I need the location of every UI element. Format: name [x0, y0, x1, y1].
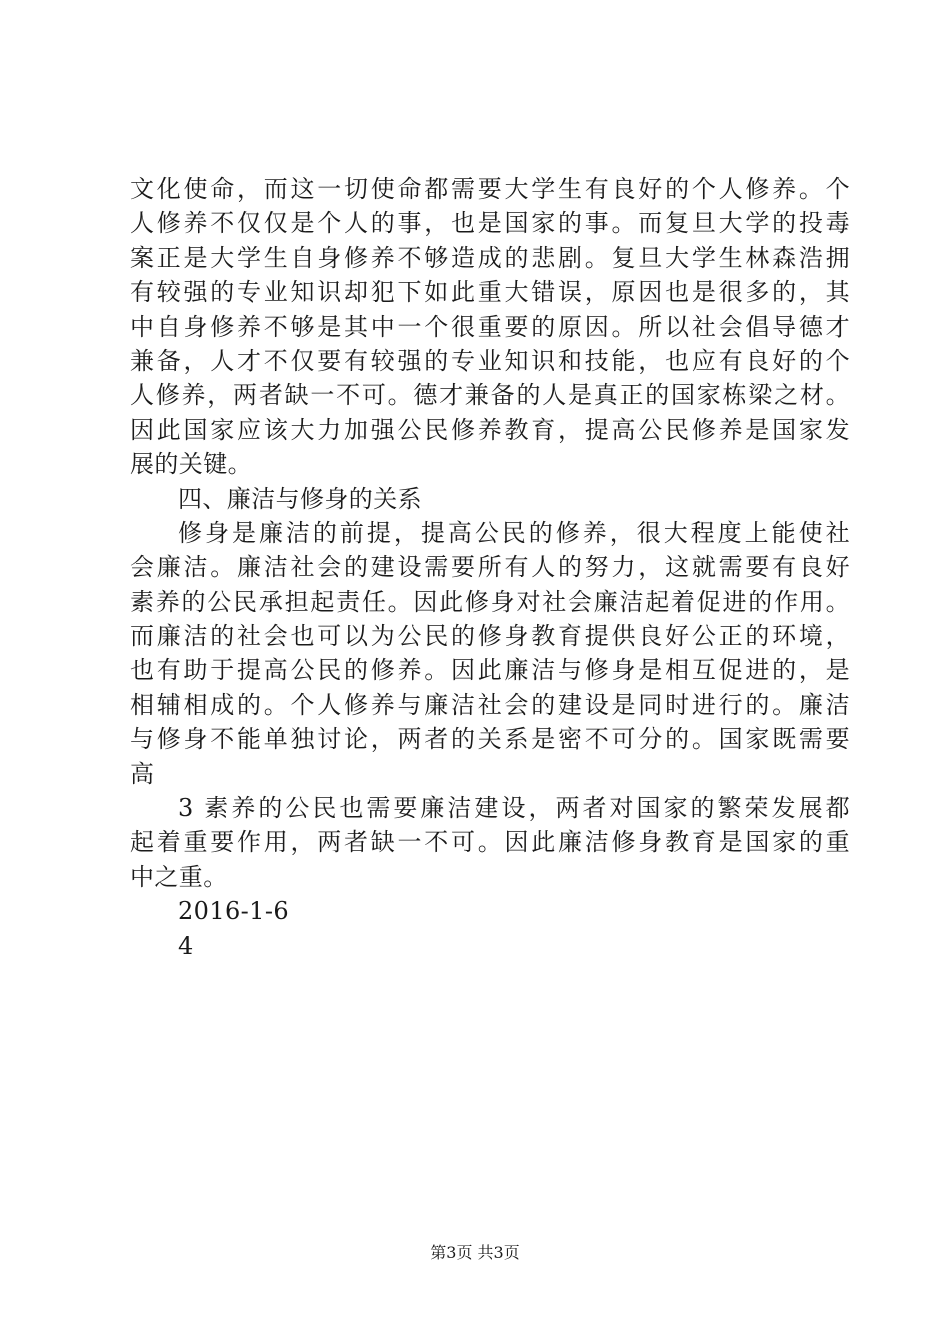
paragraph-line: 素养的公民承担起责任。因此修身对社会廉洁起着促进的作用。	[130, 587, 850, 616]
paragraph-line: 案正是大学生自身修养不够造成的悲剧。复旦大学生林森浩拥	[130, 243, 850, 272]
paragraph-line: 起着重要作用，两者缺一不可。因此廉洁修身教育是国家的重	[130, 828, 850, 857]
document-date: 2016-1-6	[178, 897, 290, 926]
paragraph-line: 3 素养的公民也需要廉洁建设，两者对国家的繁荣发展都	[178, 794, 850, 823]
paragraph-line: 有较强的专业知识却犯下如此重大错误，原因也是很多的，其	[130, 278, 850, 307]
paragraph-line: 修身是廉洁的前提，提高公民的修养，很大程度上能使社	[178, 518, 850, 547]
paragraph-line: 与修身不能单独讨论，两者的关系是密不可分的。国家既需要	[130, 725, 850, 754]
paragraph-line: 因此国家应该大力加强公民修养教育，提高公民修养是国家发	[130, 415, 850, 444]
paragraph-line: 人修养不仅仅是个人的事，也是国家的事。而复旦大学的投毒	[130, 209, 850, 238]
paragraph-line: 会廉洁。廉洁社会的建设需要所有人的努力，这就需要有良好	[130, 553, 850, 582]
paragraph-line: 高	[130, 759, 155, 788]
paragraph-line: 展的关键。	[130, 450, 252, 479]
paragraph-line: 中自身修养不够是其中一个很重要的原因。所以社会倡导德才	[130, 312, 850, 341]
document-body	[130, 172, 850, 963]
trailing-number: 4	[178, 931, 194, 960]
paragraph-line: 相辅相成的。个人修养与廉洁社会的建设是同时进行的。廉洁	[130, 690, 850, 719]
page-footer: 第3页 共3页	[430, 1243, 520, 1262]
paragraph-line: 人修养，两者缺一不可。德才兼备的人是真正的国家栋梁之材。	[130, 381, 850, 410]
paragraph-line: 中之重。	[130, 862, 228, 891]
paragraph-line: 文化使命，而这一切使命都需要大学生有良好的个人修养。个	[130, 175, 850, 203]
section-heading: 四、廉洁与修身的关系	[178, 484, 422, 513]
paragraph-line: 兼备，人才不仅要有较强的专业知识和技能，也应有良好的个	[130, 346, 850, 375]
paragraph-line: 而廉洁的社会也可以为公民的修身教育提供良好公正的环境，	[130, 622, 850, 651]
paragraph-line: 也有助于提高公民的修养。因此廉洁与修身是相互促进的，是	[130, 656, 850, 685]
